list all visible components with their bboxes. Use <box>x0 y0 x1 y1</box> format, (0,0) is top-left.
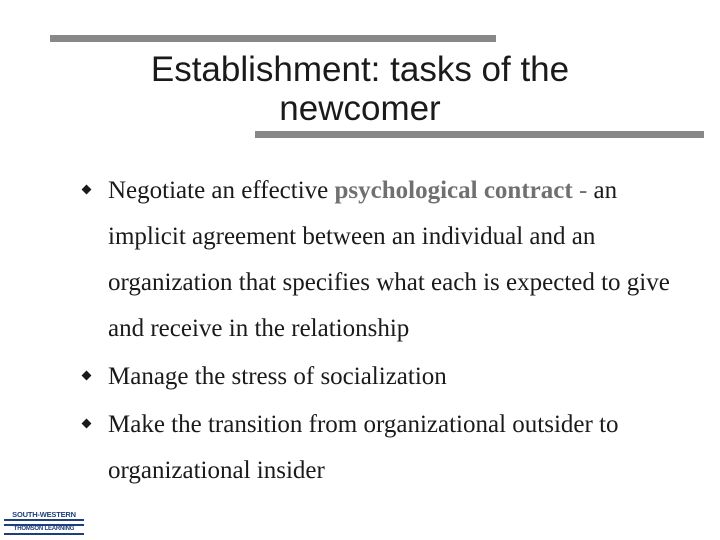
key-term: psychological contract <box>334 177 573 204</box>
logo-text-south-western: SOUTH-WESTERN <box>12 510 76 519</box>
bullet-text: Make the transition from organizational outsider to organizational insider <box>108 411 619 484</box>
logo-stripe <box>4 519 84 521</box>
title-line-2: newcomer <box>279 89 441 128</box>
bullet-text-definition: an implicit agreement between an individual and an organization that specifies what each is expected to give and receive in the relationship <box>108 177 670 342</box>
bullet-item-transition <box>82 402 692 494</box>
bottom-rule <box>255 131 704 138</box>
top-rule <box>50 35 496 42</box>
term-dash: - <box>572 177 594 204</box>
bullet-list <box>82 168 692 494</box>
bullet-item-manage-stress <box>82 354 692 400</box>
publisher-logo <box>4 510 84 536</box>
bullet-text: Manage the stress of socialization <box>108 363 447 390</box>
bullet-text-prefix: Negotiate an effective <box>108 177 335 204</box>
logo-stripe <box>4 533 84 535</box>
title-line-1: Establishment: tasks of the <box>150 50 570 89</box>
slide-title <box>80 50 640 128</box>
logo-text-thomson-learning: THOMSON LEARNING <box>13 526 75 532</box>
bullet-item-psychological-contract <box>82 168 692 352</box>
diamond-bullet-icon <box>82 371 92 381</box>
diamond-bullet-icon <box>82 185 92 195</box>
diamond-bullet-icon <box>82 419 92 429</box>
